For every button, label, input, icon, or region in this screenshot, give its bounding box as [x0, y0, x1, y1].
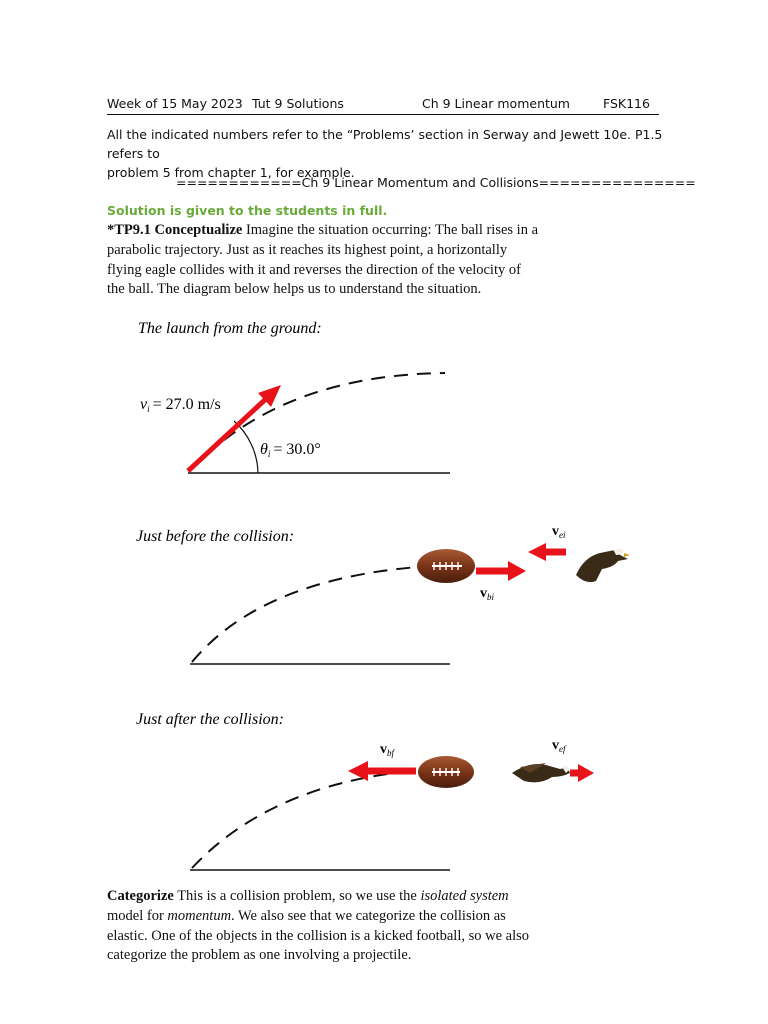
collision-figure [100, 305, 660, 880]
football-icon [417, 549, 475, 583]
angle-arc [234, 421, 258, 473]
velocity-label: vi = 27.0 m/s [140, 396, 221, 414]
solution-note: Solution is given to the students in full. [107, 203, 388, 218]
categorize-text: categorize the problem as one involving a projectile. [107, 947, 412, 964]
intro-text [107, 125, 667, 182]
vbf-label: vbf [380, 742, 395, 758]
intro-line-1: All the indicated numbers refer to the “Problems’ section in Serway and Jewett 10e. P1.5 refers to [107, 127, 663, 161]
tp91-paragraph [107, 221, 577, 300]
section-divider: ============Ch 9 Linear Momentum and Collisions=============== [176, 175, 696, 190]
header-chapter: Ch 9 Linear momentum [422, 96, 570, 111]
vei-label: vei [552, 524, 566, 540]
trajectory-before [192, 567, 418, 662]
tp91-line-1: Imagine the situation occurring: The ball rises in a [245, 222, 539, 238]
header-week: Week of 15 May 2023 [107, 96, 243, 111]
tp91-line-4: the ball. The diagram below helps us to understand the situation. [107, 281, 482, 298]
panel3-title: Just after the collision: [136, 711, 284, 728]
trajectory-after [192, 771, 412, 868]
panel2-title: Just before the collision: [136, 528, 295, 545]
categorize-text: elastic. One of the objects in the collision is a kicked football, so we also [107, 927, 530, 944]
header-course: FSK116 [603, 96, 650, 111]
intro-line-2: problem 5 from chapter 1, for example. [107, 165, 355, 180]
tp91-line-2: parabolic trajectory. Just as it reaches its highest point, a horizontally [107, 241, 508, 258]
eagle-arrowhead [528, 543, 546, 561]
categorize-text: . We also see that we categorize the collision as [231, 907, 506, 924]
categorize-emphasis: momentum [167, 907, 232, 924]
ball-arrowhead [508, 561, 526, 581]
header-tut: Tut 9 Solutions [252, 96, 344, 111]
page-header [107, 96, 659, 115]
vbi-label: vbi [480, 586, 495, 602]
eagle-icon [576, 549, 630, 582]
eagle-after-arrowhead [578, 764, 594, 782]
football-icon [418, 756, 474, 788]
tp91-line-3: flying eagle collides with it and reverses the direction of the velocity of [107, 261, 521, 278]
vef-label: vef [552, 738, 566, 754]
ball-after-arrowhead [348, 761, 368, 781]
panel1-title: The launch from the ground: [138, 320, 322, 337]
categorize-heading: Categorize [107, 888, 174, 904]
categorize-text: model for [107, 907, 164, 924]
categorize-text: This is a collision problem, so we use the [177, 888, 417, 904]
eagle-icon [512, 763, 570, 782]
tp91-heading: *TP9.1 Conceptualize [107, 222, 243, 238]
categorize-emphasis: isolated system [420, 888, 509, 904]
angle-label: θi = 30.0° [260, 441, 321, 459]
categorize-paragraph [107, 887, 562, 966]
